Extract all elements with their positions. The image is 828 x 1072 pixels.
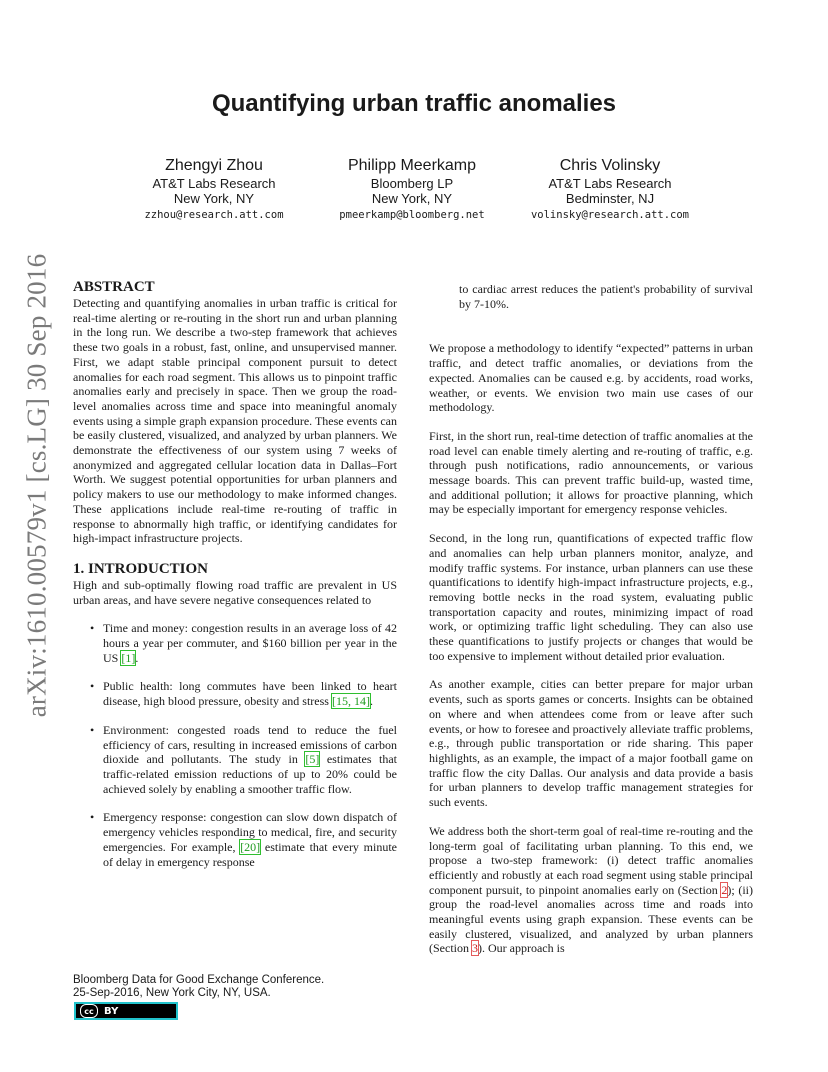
abstract-heading: ABSTRACT xyxy=(73,279,155,295)
conference-footnote xyxy=(73,974,324,1000)
paragraph: Second, in the long run, quantifications of expected traffic flow and anomalies can help urban planners monitor, analyze, and modify traffic systems. For instance, urban planners can use these quantifications to identify high-impact infrastructure projects, e.g., removing bottle necks in the road system, evaluating public transportation capacity and routes, minimizing impact of road work, or optimizing traffic light scheduling. They can also use these quantifications to justify projects or changes that would be too expensive to implement without detailed prior evaluation. xyxy=(429,531,753,663)
paper-title: Quantifying urban traffic anomalies xyxy=(211,90,617,117)
section-ref-link[interactable]: 3 xyxy=(472,941,478,956)
list-item: • Time and money: congestion results in an average loss of 42 hours a year per commuter, and $160 billion per year in the US [1]. xyxy=(73,621,397,665)
author-location: Bedminster, NJ xyxy=(565,191,655,206)
paragraph: First, in the short run, real-time detection of traffic anomalies at the road level can enable timely alerting and re-routing of traffic, e.g. through push notifications, radio announcements, or various message boards. This can prevent traffic build-up, wasted time, and additional pollution; it allows for proactive planning, which may be especially important for emergency response vehicles. xyxy=(429,428,753,517)
citation-link[interactable]: [20] xyxy=(240,839,261,854)
author-email[interactable]: pmeerkamp@bloomberg.net xyxy=(339,209,485,221)
author-block xyxy=(302,156,522,223)
author-location: New York, NY xyxy=(371,191,453,206)
footnote-line: Bloomberg Data for Good Exchange Conference. xyxy=(73,974,325,986)
left-column xyxy=(73,278,397,883)
author-affiliation: AT&T Labs Research xyxy=(548,176,672,191)
author-name: Chris Volinsky xyxy=(559,157,661,174)
author-email[interactable]: volinsky@research.att.com xyxy=(530,209,690,221)
list-item: • Public health: long commutes have been linked to heart disease, high blood pressure, obesity and stress [15, 14]. xyxy=(73,679,397,708)
arxiv-id[interactable]: arXiv:1610.00579v1 [cs.LG] 30 Sep 2016 xyxy=(21,253,52,717)
intro-heading: 1. INTRODUCTION xyxy=(73,560,209,577)
paragraph: As another example, cities can better prepare for major urban events, such as sports games or concerts. Insights can be obtained on where and when attendees come from or leave after such events, or how to foresee and proactively alleviate traffic problems, e.g., through public transportation or ride sharing. This paper highlights, as an example, the impact of a major football game on traffic flow the city Dallas. Our analysis and data provide a basis for urban planners to develop traffic management strategies for such events. xyxy=(429,677,753,810)
arxiv-stamp xyxy=(21,253,52,717)
intro-lead: High and sub-optimally flowing road traffic are prevalent in US urban areas, and have severe negative consequences related to xyxy=(73,577,397,607)
author-block xyxy=(104,156,324,223)
cc-icon: cc xyxy=(80,1004,98,1018)
author-location: New York, NY xyxy=(173,191,255,206)
cc-by-license-badge[interactable] xyxy=(74,1002,178,1020)
author-name: Philipp Meerkamp xyxy=(347,157,477,174)
author-affiliation: Bloomberg LP xyxy=(370,176,454,191)
right-column xyxy=(429,282,753,956)
paragraph: We propose a methodology to identify “expected” patterns in urban traffic, and detect traffic anomalies, or deviations from the expected. Anomalies can be caused e.g. by accidents, road works, weather, or events. We envision two main use cases of our methodology. xyxy=(429,341,753,415)
footnote-line: 25-Sep-2016, New York City, NY, USA. xyxy=(73,987,271,999)
bullet-continuation: to cardiac arrest reduces the patient's probability of survival by 7-10%. xyxy=(459,282,753,311)
citation-link[interactable]: [1] xyxy=(121,650,136,665)
paragraph: We address both the short-term goal of real-time re-routing and the long-term goal of facilitating urban planning. To this end, we propose a two-step framework: (i) detect traffic anomalies efficiently and robustly at each road segment using stable principal component pursuit, to pinpoint anomalies early on (Section 2); (ii) group the road-level anomalies across time and roads into meaningful events using graph expansion. These events can be easily clustered, visualized, and analyzed by urban planners (Section 3). Our approach is xyxy=(429,823,753,956)
list-item: • Environment: congested roads tend to reduce the fuel efficiency of cars, resulting in increased emissions of carbon dioxide and pollutants. The study in [5] estimates that traffic-related emission reductions of up to 20% could be achieved solely by enabling a smoother traffic flow. xyxy=(73,723,397,797)
author-email[interactable]: zzhou@research.att.com xyxy=(144,209,284,221)
list-item: • Emergency response: congestion can slow down dispatch of emergency vehicles responding to medical, fire, and security emergencies. For example, [20] estimate that every minute of delay in emergency response xyxy=(73,810,397,869)
consequence-list xyxy=(73,621,397,869)
author-affiliation: AT&T Labs Research xyxy=(152,176,276,191)
author-name: Zhengyi Zhou xyxy=(165,157,263,174)
author-block xyxy=(500,156,720,223)
section-ref-link[interactable]: 2 xyxy=(721,882,728,897)
citation-link[interactable]: [5] xyxy=(305,752,320,767)
citation-link[interactable]: [15, 14] xyxy=(331,694,370,709)
by-label: BY xyxy=(104,1005,119,1017)
abstract-text: Detecting and quantifying anomalies in urban traffic is critical for real-time alerting or re-routing in the short run and urban planning in the long run. We describe a two-step framework that achieves these two goals in a robust, fast, online, and unsupervised manner. First, we adapt stable principal component pursuit to detect anomalies for each road segment. This allows us to pinpoint traffic anomalies early and precisely in space. Then we group the road-level anomalies across time and space into meaningful anomaly events using a simple graph expansion procedure. These events can be easily clustered, visualized, and analyzed by urban planners. We demonstrate the effectiveness of our system using 7 weeks of anonymized and aggregated cellular location data in Dallas–Fort Worth. We suggest potential opportunities for urban planners and policy makers to use our methodology to make informed changes. These applications include real-time re-routing of traffic in response to abnormally high traffic, or identifying candidates for high-impact infrastructure projects. xyxy=(73,296,397,546)
